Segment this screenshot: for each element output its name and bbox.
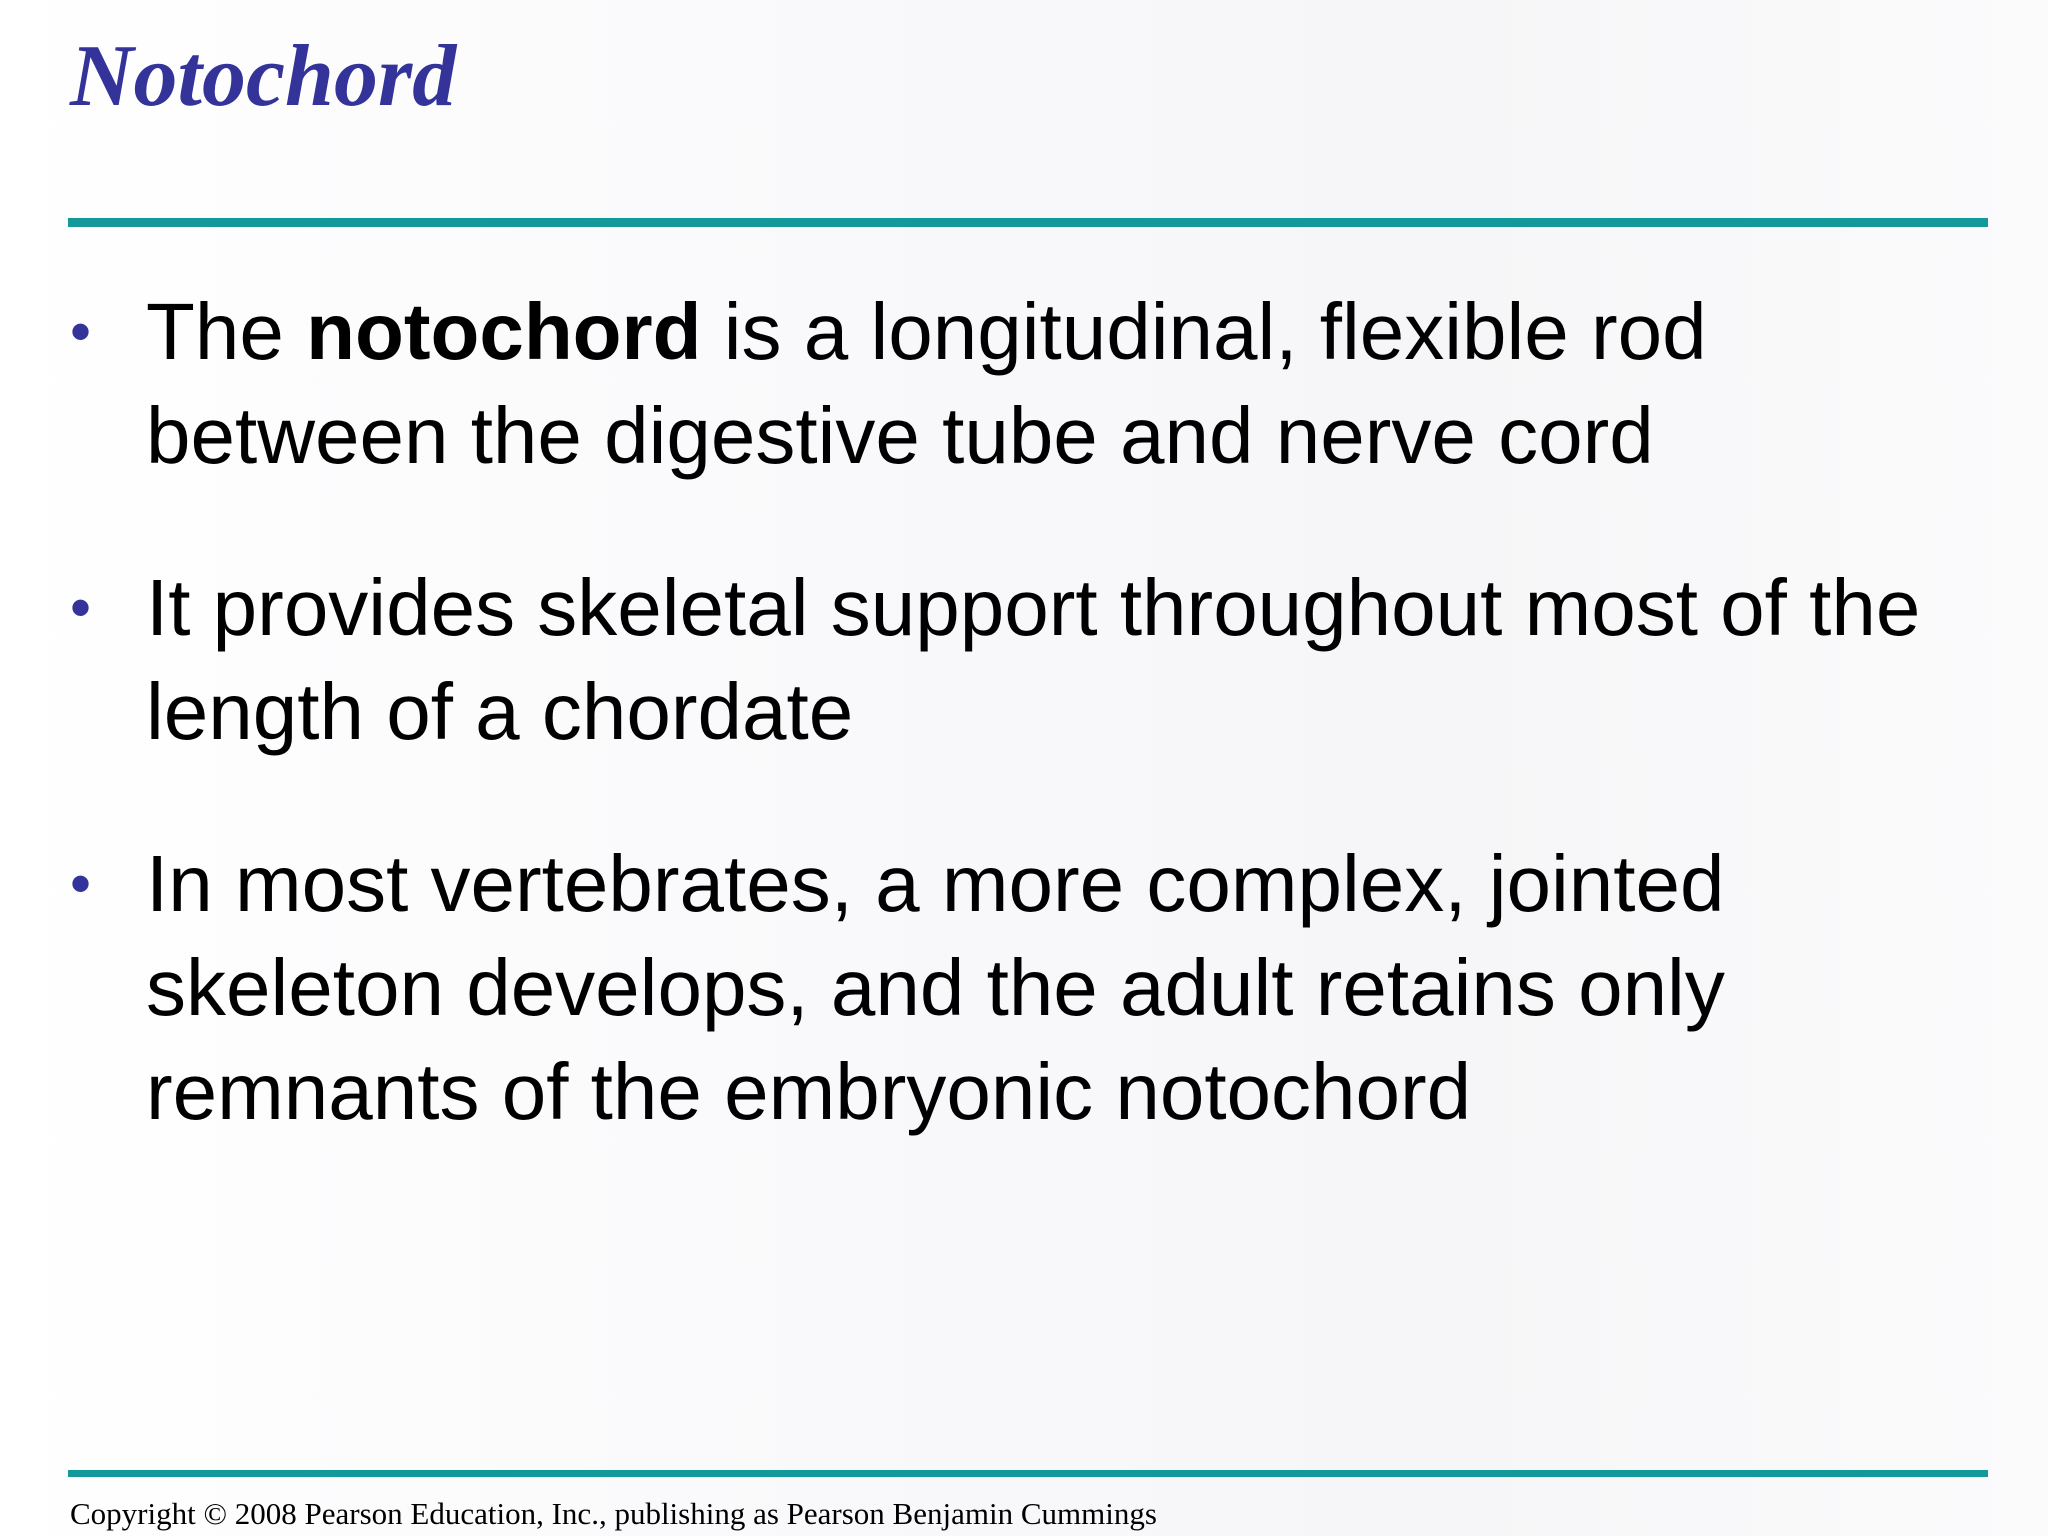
bullet-text: In most vertebrates, a more complex, jointed skeleton develops, and the adult retains only remnants of the embryonic notochord (146, 839, 1725, 1136)
bullet-bold-term: notochord (306, 287, 702, 376)
bullet-text-end: is a longitudinal, flexible rod between the digestive tube and nerve cord (146, 287, 1707, 480)
bullet-dot-icon: • (70, 574, 92, 641)
title-divider (68, 218, 1988, 227)
footer-divider (68, 1470, 1988, 1477)
bullet-list (70, 280, 1950, 1212)
bullet-dot-icon: • (70, 298, 92, 365)
bullet-dot-icon: • (70, 850, 92, 917)
bullet-text-start: The (146, 287, 307, 376)
copyright-footer: Copyright © 2008 Pearson Education, Inc., publishing as Pearson Benjamin Cummings (70, 1496, 1157, 1531)
bullet-item (70, 556, 1950, 764)
bullet-item (70, 832, 1950, 1144)
bullet-item (70, 280, 1950, 488)
slide-title: Notochord (70, 28, 457, 125)
bullet-text: It provides skeletal support throughout most of the length of a chordate (146, 563, 1921, 756)
